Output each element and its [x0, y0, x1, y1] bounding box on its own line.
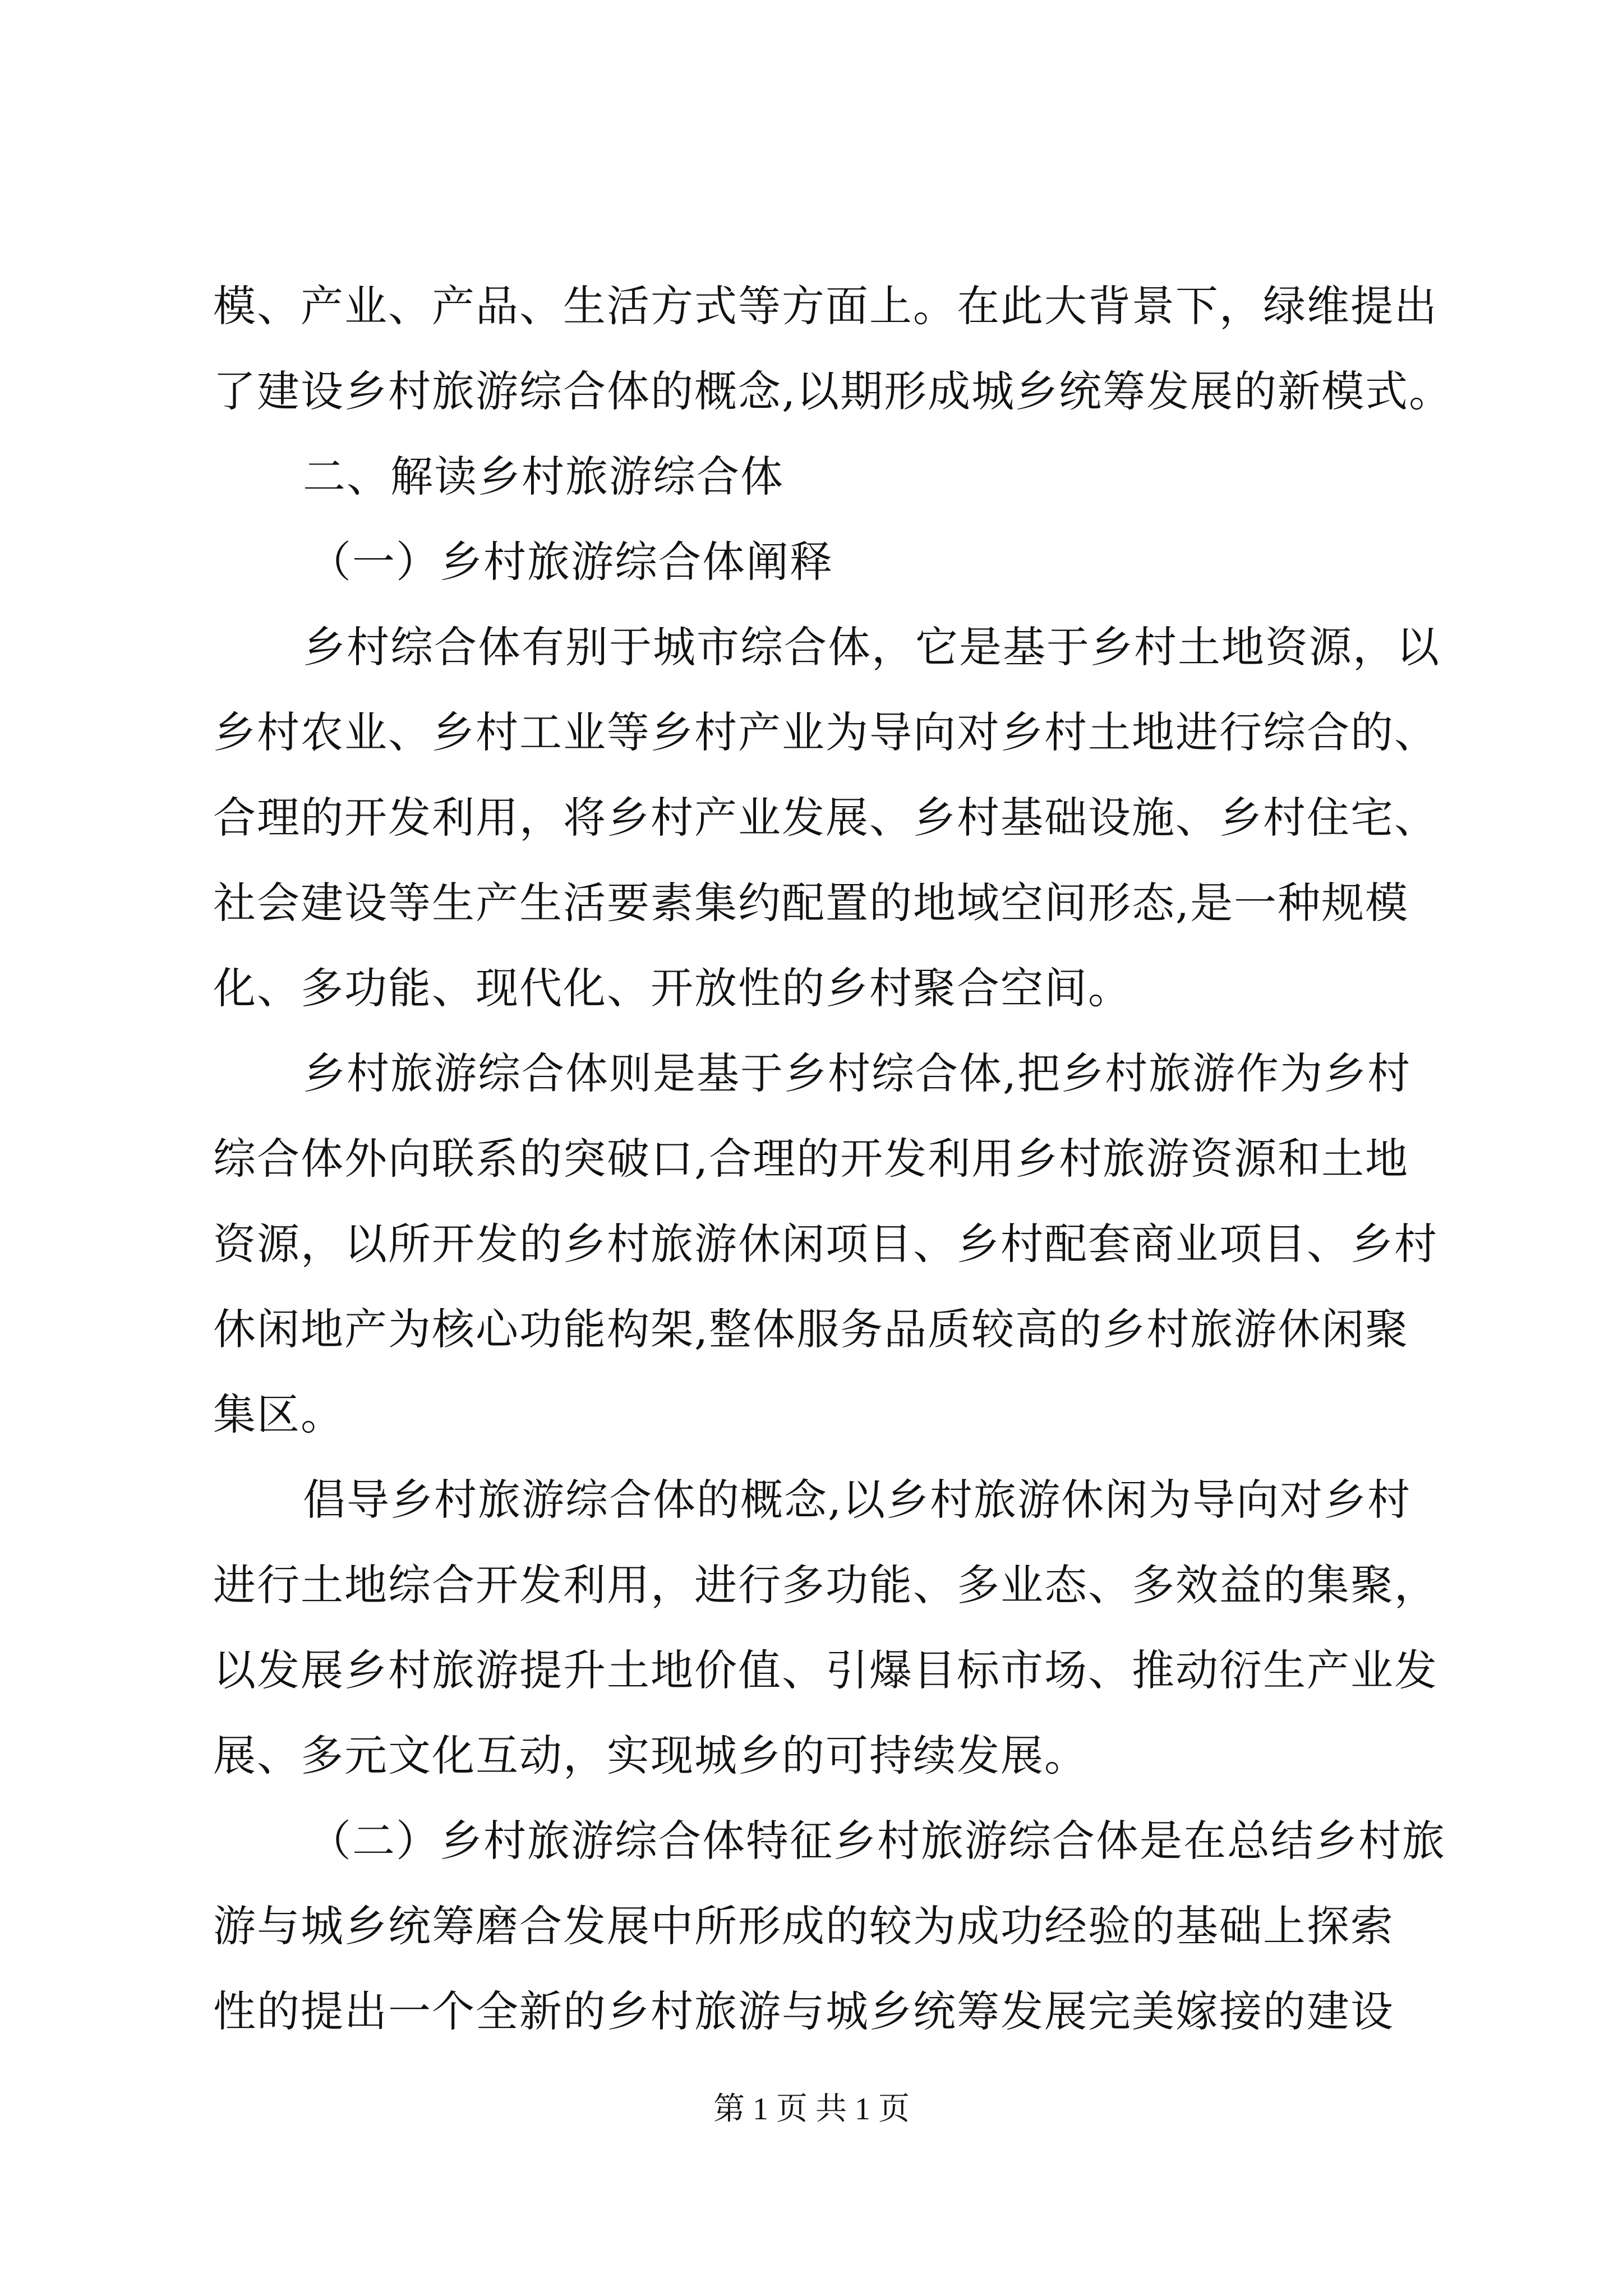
paragraph-line: 社会建设等生产生活要素集约配置的地域空间形态,是一种规模 — [213, 878, 1409, 928]
subsection-heading: （二）乡村旅游综合体特征乡村旅游综合体是在总结乡村旅 — [308, 1816, 1446, 1866]
paragraph-line: 乡村旅游综合体则是基于乡村综合体,把乡村旅游作为乡村 — [303, 1048, 1412, 1098]
paragraph-line: 倡导乡村旅游综合体的概念,以乡村旅游休闲为导向对乡村 — [303, 1475, 1412, 1525]
paragraph-line: 集区。 — [213, 1389, 344, 1439]
paragraph-line: 乡村综合体有别于城市综合体，它是基于乡村土地资源，以 — [303, 622, 1440, 672]
subsection-heading: （一）乡村旅游综合体阐释 — [308, 537, 833, 587]
paragraph-line: 综合体外向联系的突破口,合理的开发利用乡村旅游资源和土地 — [213, 1134, 1409, 1184]
paragraph-line: 乡村农业、乡村工业等乡村产业为导向对乡村土地进行综合的、 — [213, 707, 1438, 757]
section-heading: 二、解读乡村旅游综合体 — [303, 452, 784, 501]
paragraph-line: 合理的开发利用，将乡村产业发展、乡村基础设施、乡村住宅、 — [213, 793, 1438, 843]
page-number-footer: 第 1 页 共 1 页 — [713, 2092, 910, 2127]
paragraph-line: 休闲地产为核心功能构架,整体服务品质较高的乡村旅游休闲聚 — [213, 1304, 1409, 1354]
paragraph-line: 性的提出一个全新的乡村旅游与城乡统筹发展完美嫁接的建设 — [213, 1986, 1394, 2036]
paragraph-line: 进行土地综合开发利用，进行多功能、多业态、多效益的集聚， — [213, 1560, 1438, 1610]
paragraph-line: 游与城乡统筹磨合发展中所形成的较为成功经验的基础上探索 — [213, 1901, 1394, 1951]
paragraph-line: 模、产业、产品、生活方式等方面上。在此大背景下，绿维提出 — [213, 281, 1438, 331]
document-body — [213, 264, 1453, 2054]
paragraph-line: 以发展乡村旅游提升土地价值、引爆目标市场、推动衍生产业发 — [213, 1645, 1438, 1695]
paragraph-line: 资源，以所开发的乡村旅游休闲项目、乡村配套商业项目、乡村 — [213, 1219, 1438, 1269]
paragraph-line: 了建设乡村旅游综合体的概念,以期形成城乡统筹发展的新模式。 — [213, 366, 1453, 416]
paragraph-line: 化、多功能、现代化、开放性的乡村聚合空间。 — [213, 963, 1132, 1013]
paragraph-line: 展、多元文化互动，实现城乡的可持续发展。 — [213, 1731, 1088, 1780]
